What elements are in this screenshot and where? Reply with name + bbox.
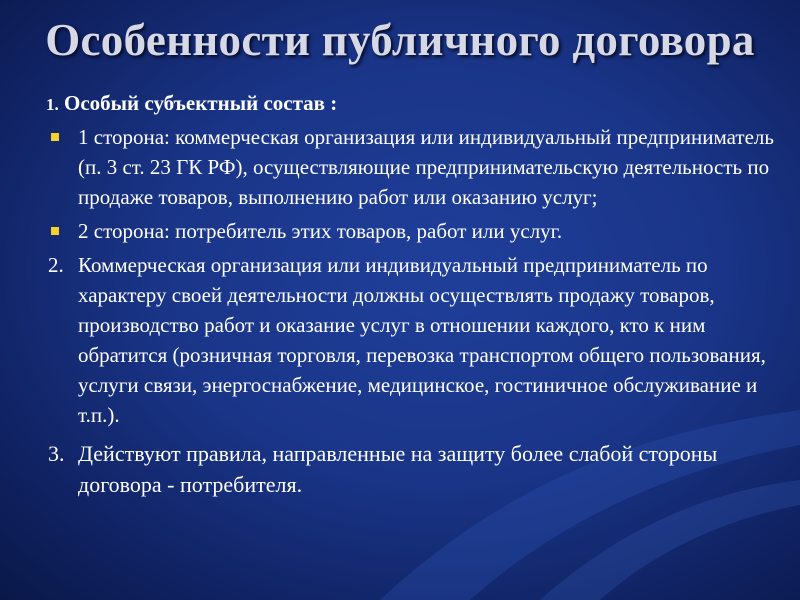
- slide-content: [46, 90, 776, 500]
- section-1-number: 1.: [46, 95, 59, 114]
- point-3-text: Действуют правила, направленные на защиту более слабой стороны договора - потребителя.: [78, 441, 718, 497]
- slide-title: Особенности публичного договора: [45, 15, 755, 65]
- point-2: [46, 250, 776, 430]
- point-3-number: 3.: [48, 441, 65, 466]
- bullet-text: 2 сторона: потребитель этих товаров, работ или услуг.: [78, 219, 563, 243]
- bullet-square-icon: [51, 227, 59, 235]
- point-2-text: Коммерческая организация или индивидуальный предприниматель по характеру своей деятельности должны осуществлять продажу товаров, производство работ и оказание услуг в отношении каждого, кто к ним обратится (розничная торговля, перевозка транспортом общего пользования, услуги связи, энергоснабжение, медицинское, гостиничное обслуживание и т.п.).: [78, 253, 766, 427]
- bullet-square-icon: [51, 133, 59, 141]
- bullet-item-side-2: [46, 216, 776, 246]
- point-3: [46, 438, 776, 500]
- bullet-item-side-1: [46, 122, 776, 212]
- point-2-number: 2.: [48, 253, 64, 277]
- bullet-text: 1 сторона: коммерческая организация или индивидуальный предприниматель (п. 3 ст. 23 ГК РФ), осуществляющие предпринимательскую деятельность по продаже товаров, выполнению работ или оказанию услуг;: [78, 125, 774, 209]
- section-1-heading: [46, 90, 776, 118]
- section-1-title: Особый субъектный состав :: [64, 91, 338, 115]
